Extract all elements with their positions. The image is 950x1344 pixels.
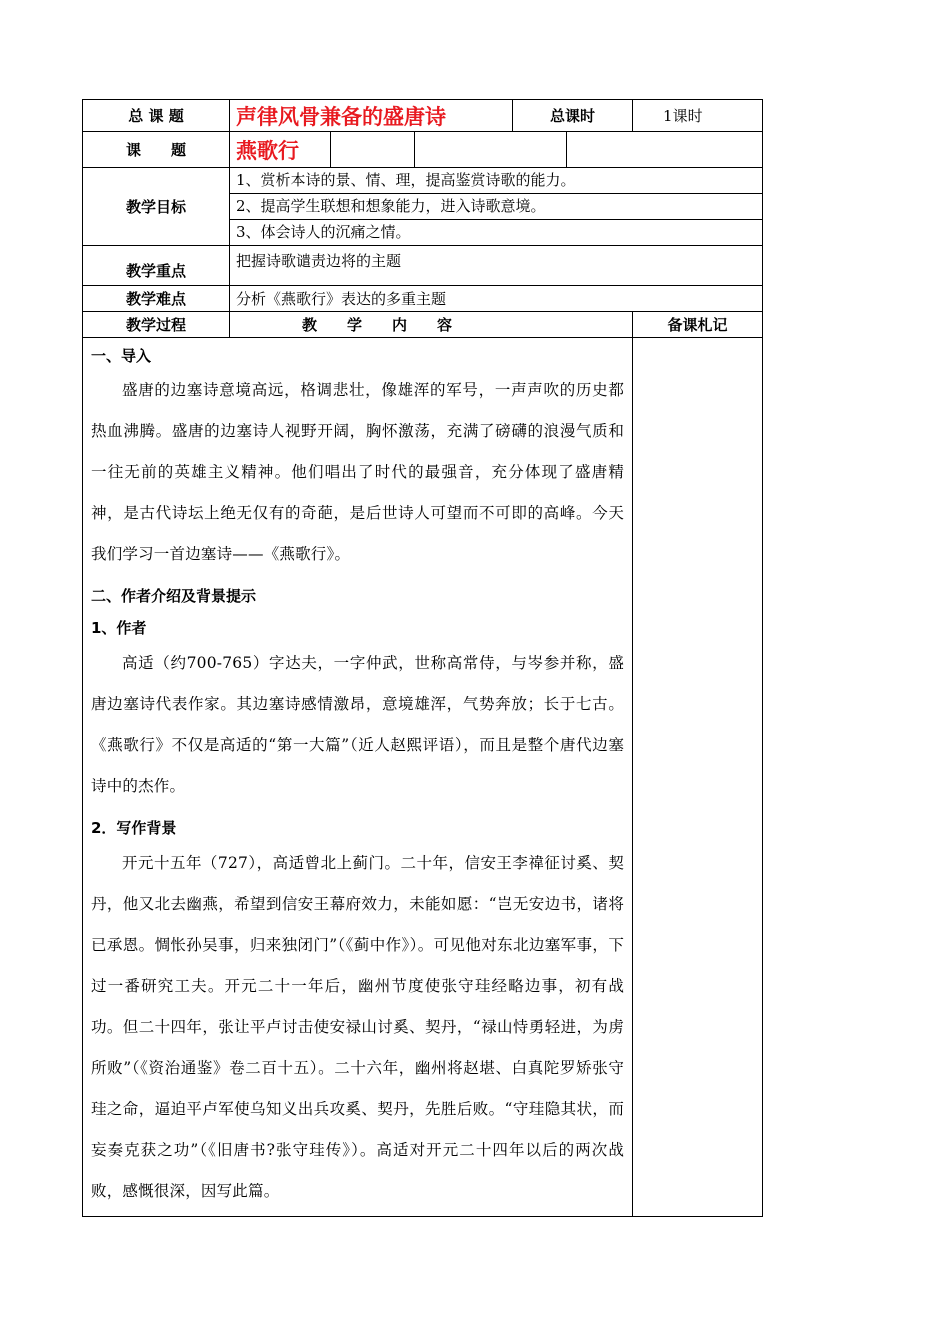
row-process-header — [83, 312, 763, 338]
lesson-plan-table — [82, 99, 763, 1217]
goal-item: 2、提高学生联想和想象能力，进入诗歌意境。 — [230, 194, 762, 220]
total-hours-value: 1课时 — [633, 100, 763, 132]
row-total-topic — [83, 100, 763, 132]
row-difficulty — [83, 286, 763, 312]
content-header-label: 教 学 内 容 — [230, 312, 633, 338]
topic-label: 课 题 — [83, 132, 230, 168]
background-title: 2．写作背景 — [91, 819, 177, 837]
key-point-value: 把握诗歌谴责边将的主题 — [230, 246, 763, 286]
topic-blank-2 — [415, 132, 567, 168]
row-key-point — [83, 246, 763, 286]
goal-item: 1、赏析本诗的景、情、理，提高鉴赏诗歌的能力。 — [230, 168, 762, 194]
teaching-content — [83, 338, 633, 1217]
author-title: 1、作者 — [91, 619, 147, 637]
total-hours-label: 总课时 — [513, 100, 633, 132]
row-topic — [83, 132, 763, 168]
goals-list — [230, 168, 763, 246]
author-background-title: 二、作者介绍及背景提示 — [91, 587, 257, 605]
process-header-label: 教学过程 — [83, 312, 230, 338]
key-point-label: 教学重点 — [83, 246, 230, 286]
intro-title: 一、导入 — [91, 347, 152, 365]
author-text: 高适（约700-765）字达夫，一字仲武，世称高常侍，与岑参并称，盛唐边塞诗代表作家。其边塞诗感情激昂，意境雄浑，气势奔放；长于七古。《燕歌行》不仅是高适的“第一大篇”（近人赵熙评语），而且是整个唐代边塞诗中的杰作。 — [91, 654, 625, 795]
topic-blank-3 — [567, 132, 763, 168]
total-topic-label: 总 课 题 — [83, 100, 230, 132]
topic-blank-1 — [331, 132, 415, 168]
difficulty-value: 分析《燕歌行》表达的多重主题 — [230, 286, 763, 312]
background-text: 开元十五年（727），高适曾北上蓟门。二十年，信安王李禕征讨奚、契丹，他又北去幽燕，希望到信安王幕府效力，未能如愿：“岂无安边书，诸将已承恩。惆怅孙吴事，归来独闭门”（《蓟中作》）。可见他对东北边塞军事，下过一番研究工夫。开元二十一年后，幽州节度使张守珪经略边事，初有战功。但二十四年，张让平卢讨击使安禄山讨奚、契丹，“禄山恃勇轻进，为虏所败”（《资治通鉴》卷二百十五）。二十六年，幽州将赵堪、白真陀罗矫张守珪之命，逼迫平卢军使乌知义出兵攻奚、契丹，先胜后败。“守珪隐其状，而妄奏克获之功”（《旧唐书?张守珪传》）。高适对开元二十四年以后的两次战败，感慨很深，因写此篇。 — [91, 854, 625, 1200]
difficulty-label: 教学难点 — [83, 286, 230, 312]
notes-header-label: 备课札记 — [633, 312, 763, 338]
goal-item: 3、体会诗人的沉痛之情。 — [236, 223, 411, 241]
topic-value: 燕歌行 — [230, 132, 331, 168]
row-goals — [83, 168, 763, 246]
lesson-plan-sheet — [82, 99, 762, 1217]
goals-label: 教学目标 — [83, 168, 230, 246]
total-topic-value: 声律风骨兼备的盛唐诗 — [230, 100, 513, 132]
intro-text: 盛唐的边塞诗意境高远，格调悲壮，像雄浑的军号，一声声吹的历史都热血沸腾。盛唐的边塞诗人视野开阔，胸怀激荡，充满了磅礴的浪漫气质和一往无前的英雄主义精神。他们唱出了时代的最强音，充分体现了盛唐精神，是古代诗坛上绝无仅有的奇葩，是后世诗人可望而不可即的高峰。今天我们学习一首边塞诗——《燕歌行》。 — [91, 381, 625, 563]
notes-column — [633, 338, 763, 1217]
row-content — [83, 338, 763, 1217]
